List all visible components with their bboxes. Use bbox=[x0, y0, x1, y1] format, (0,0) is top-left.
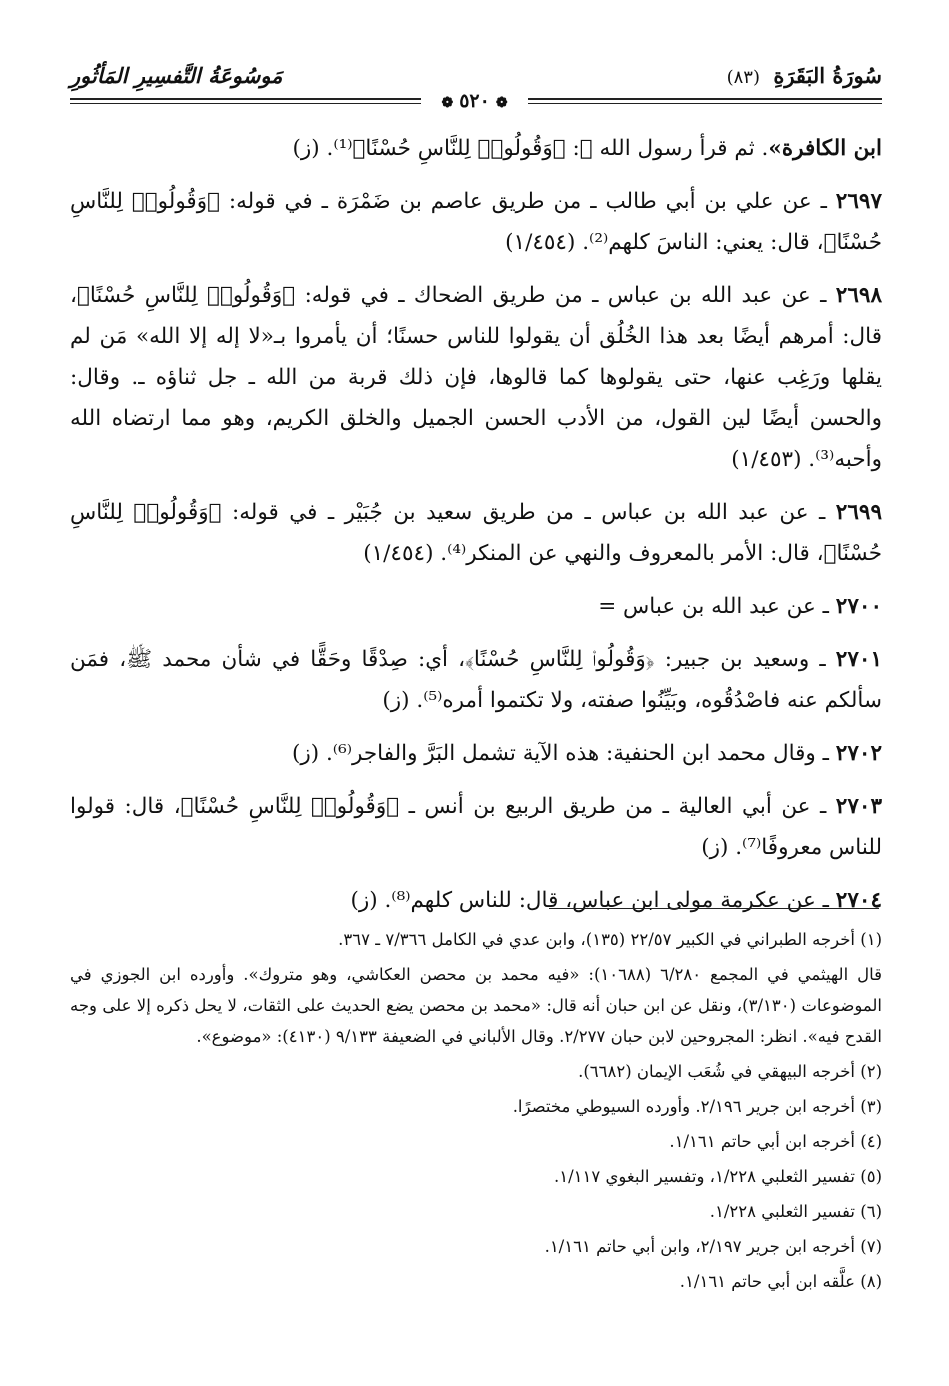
ornament-icon: ❁ bbox=[441, 95, 454, 111]
ornament-icon: ❁ bbox=[495, 95, 508, 111]
book-title: مَوسُوعَةُ التَّفسِيرِ المَأثُورِ bbox=[70, 62, 283, 88]
page-number: ❁٥٢٠❁ bbox=[421, 90, 527, 112]
narration-number: ٢٧٠١ bbox=[835, 647, 882, 672]
narration-paragraph bbox=[70, 128, 882, 169]
footnote: (٢) أخرجه البيهقي في شُعَب الإيمان (٦٦٨٢). bbox=[578, 1062, 882, 1081]
narration-text: ـ عن عبد الله بن عباس ـ من طريق الضحاك ـ في قوله: ﴿وَقُولُوا۟ لِلنَّاسِ حُسْنًا﴾، قال: أمرهم أيضًا بعد هذا الخُلُق أن يقولوا للناس حسنًا؛ أن يأمروا بـ«لا إله إلا الله» مَن لم يقلها ورَغِب عنها، حتى يقولوها كما قالوها، فإن ذلك قربة من الله ـ جل ثناؤه ـ. وقال: والحسن أيضًا لين القول، من الأدب الحسن الجميل والخلق الكريم، وهو مما ارتضاه الله وأحبه⁽³⁾. (١/٤٥٣) bbox=[70, 283, 882, 472]
narration-paragraph bbox=[70, 275, 882, 480]
narration-paragraph bbox=[70, 786, 882, 868]
footnote: (٥) تفسير الثعلبي ١/٢٢٨، وتفسير البغوي ١/١١٧. bbox=[553, 1167, 882, 1186]
footnote: (٣) أخرجه ابن جرير ٢/١٩٦. وأورده السيوطي مختصرًا. bbox=[512, 1097, 882, 1116]
narration-text: ـ عن عكرمة مولى ابن عباس، قال: للناس كلهم⁽⁸⁾. (ز) bbox=[350, 888, 836, 913]
narration-text: ـ عن عبد الله بن عباس = bbox=[598, 594, 836, 619]
narration-text: ـ عن أبي العالية ـ من طريق الربيع بن أنس ـ ﴿وَقُولُوا۟ لِلنَّاسِ حُسْنًا﴾، قال: قولوا للناس معروفًا⁽⁷⁾. (ز) bbox=[70, 794, 882, 860]
narration-number: ٢٦٩٨ bbox=[835, 283, 882, 308]
narration-number: ٢٧٠٠ bbox=[835, 594, 882, 619]
footnote: (٨) علَّقه ابن أبي حاتم ١/١٦١. bbox=[679, 1272, 882, 1291]
narration-number: ٢٦٩٧ bbox=[835, 189, 882, 214]
narration-number: ٢٧٠٤ bbox=[835, 888, 882, 913]
narration-paragraph bbox=[70, 639, 882, 721]
narration-text: . ثم قرأ رسول الله ﷺ: ﴿وَقُولُوا۟ لِلنَّاسِ حُسْنًا﴾⁽¹⁾. (ز) bbox=[292, 136, 769, 161]
narration-text: ـ عن علي بن أبي طالب ـ من طريق عاصم بن ضَمْرَة ـ في قوله: ﴿وَقُولُوا۟ لِلنَّاسِ حُسْنًا﴾، قال: يعني: الناسَ كلهم⁽²⁾. (١/٤٥٤) bbox=[70, 189, 882, 255]
main-text bbox=[70, 128, 882, 933]
footnote: (٧) أخرجه ابن جرير ٢/١٩٧، وابن أبي حاتم ١/١٦١. bbox=[544, 1237, 882, 1256]
surah-header bbox=[727, 63, 882, 88]
narration-number: ٢٦٩٩ bbox=[835, 500, 882, 525]
narration-paragraph bbox=[70, 880, 882, 921]
narration-paragraph bbox=[70, 586, 882, 627]
surah-title: سُورَةُ البَقَرَةِ bbox=[773, 62, 882, 88]
narration-number: ٢٧٠٢ bbox=[835, 741, 882, 766]
narration-number: ٢٧٠٣ bbox=[835, 794, 882, 819]
footnote: (٤) أخرجه ابن أبي حاتم ١/١٦١. bbox=[669, 1132, 882, 1151]
page-header bbox=[70, 58, 882, 92]
verse-number: (٨٣) bbox=[726, 66, 760, 88]
narration-paragraph bbox=[70, 733, 882, 774]
footnote: (١) أخرجه الطبراني في الكبير ٢٢/٥٧ (١٣٥)، وابن عدي في الكامل ٧/٣٦٦ ـ ٣٦٧. bbox=[338, 930, 882, 949]
narration-text: ـ وسعيد بن جبير: ﴿وَقُولُوا۟ لِلنَّاسِ حُسْنًا﴾، أي: صِدْقًا وحَقًّا في شأن محمد ﷺ، فمَن سألكم عنه فاصْدُقُوه، وبَيِّنُوا صفته، ولا تكتموا أمره⁽⁵⁾. (ز) bbox=[70, 647, 882, 713]
footnotes bbox=[70, 924, 882, 1301]
footnote: (٦) تفسير الثعلبي ١/٢٢٨. bbox=[709, 1202, 882, 1221]
narration-paragraph bbox=[70, 181, 882, 263]
narration-text: ـ عن عبد الله بن عباس ـ من طريق سعيد بن جُبَيْر ـ في قوله: ﴿وَقُولُوا۟ لِلنَّاسِ حُسْنًا﴾، قال: الأمر بالمعروف والنهي عن المنكر⁽⁴⁾. (١/٤٥٤) bbox=[70, 500, 882, 566]
footnote: قال الهيثمي في المجمع ٦/٢٨٠ (١٠٦٨٨): «فيه محمد بن محصن العكاشي، وهو متروك». وأورده ابن الجوزي في الموضوعات (٣/١٣٠)، ونقل عن ابن حبان أنه قال: «محمد بن محصن يضع الحديث على الثقات، لا يحل ذكره إلا على وجه القدح فيه». انظر: المجروحين لابن حبان ٢/٢٧٧. وقال الألباني في الضعيفة ٩/١٣٣ (٤١٣٠): «موضوع». bbox=[70, 965, 882, 1046]
narration-text: ـ وقال محمد ابن الحنفية: هذه الآية تشمل البَرَّ والفاجر⁽⁶⁾. (ز) bbox=[291, 741, 836, 766]
footnote-separator bbox=[67, 908, 879, 910]
bold-phrase: ابن الكافرة» bbox=[768, 136, 882, 161]
narration-paragraph bbox=[70, 492, 882, 574]
